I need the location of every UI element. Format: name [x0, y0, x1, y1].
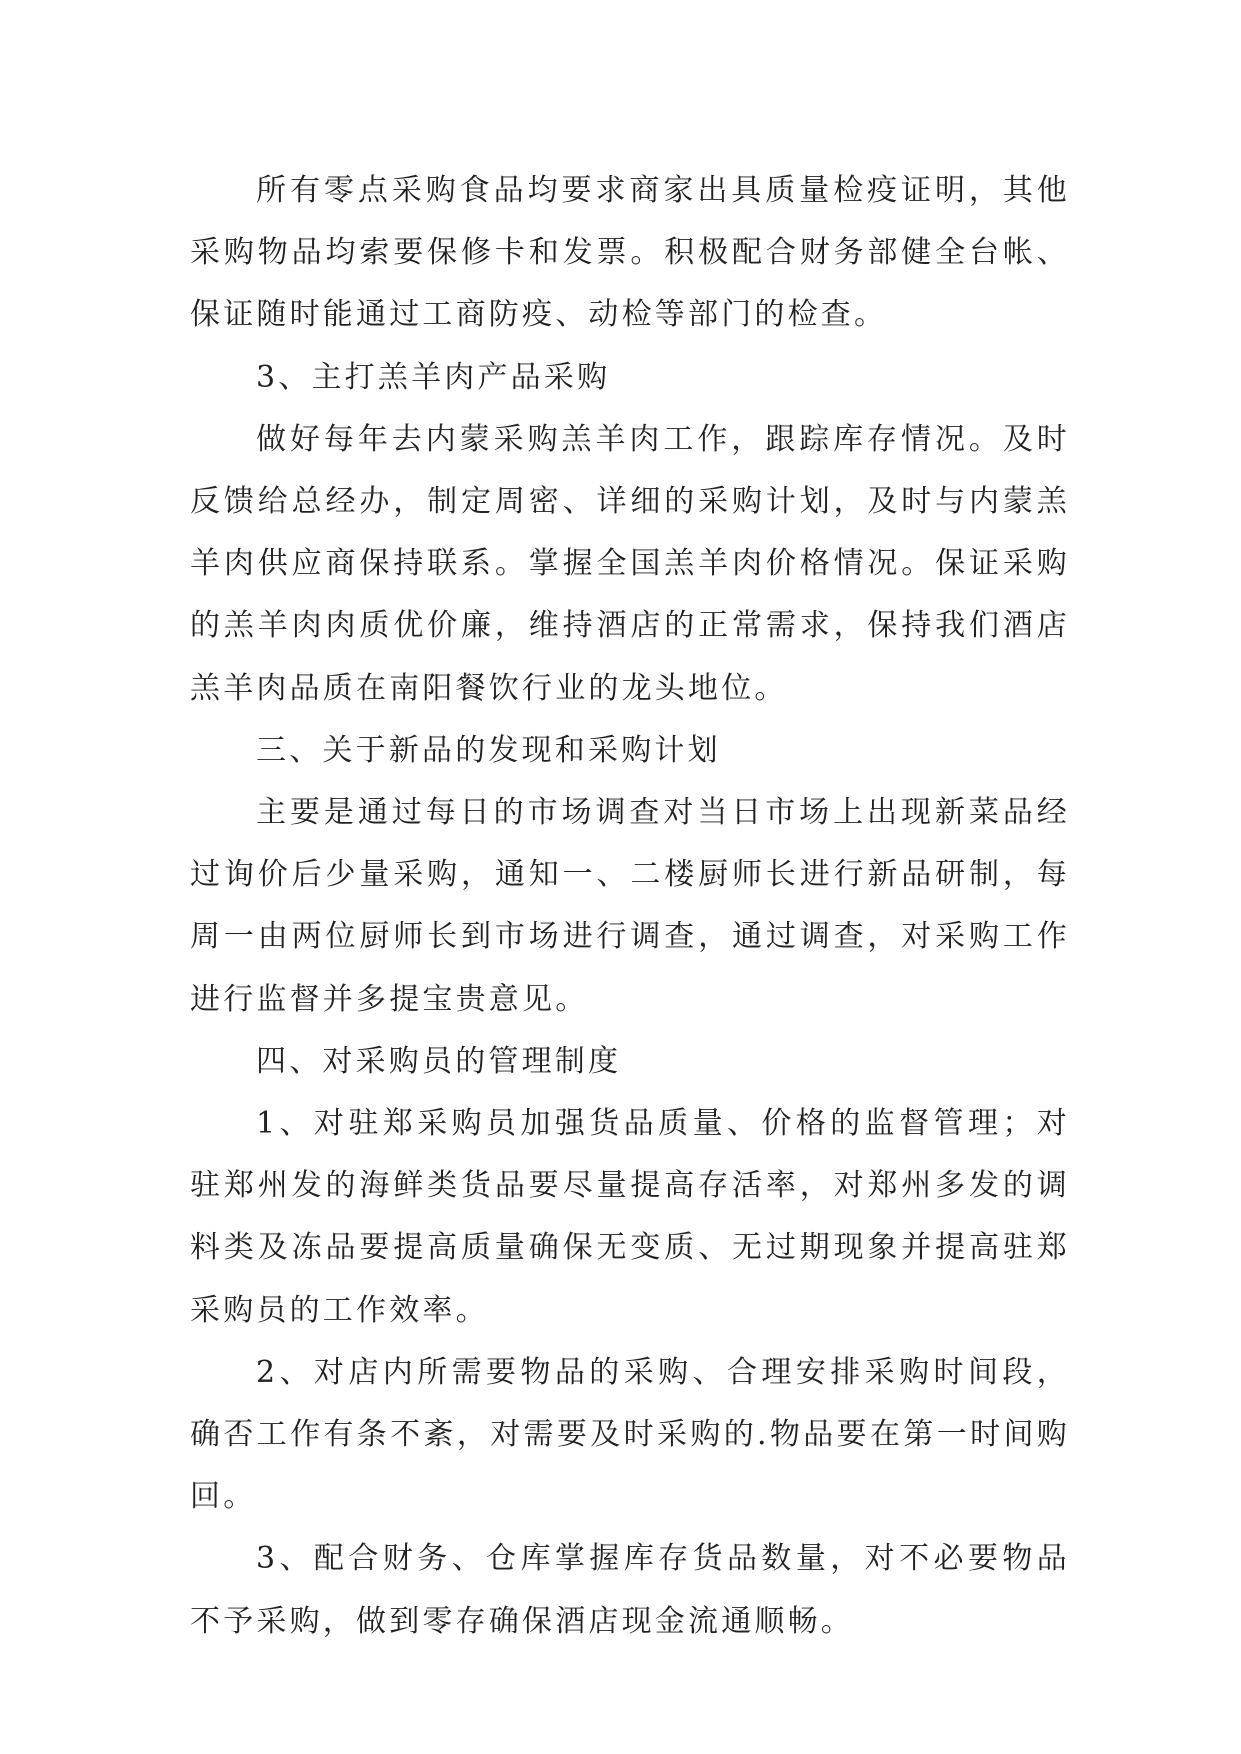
- heading-new-products: 三、关于新品的发现和采购计划: [256, 732, 721, 768]
- paragraph-management-1: 1、对驻郑采购员加强货品质量、价格的监督管理；对驻郑州发的海鲜类货品要尽量提高存活率，对郑州多发的调料类及冻品要提高质量确保无变质、无过期现象并提高驻郑采购员的工作效率。: [190, 1106, 1070, 1328]
- paragraph-lamb-procurement: 做好每年去内蒙采购羔羊肉工作，跟踪库存情况。及时反馈给总经办，制定周密、详细的采购计划，及时与内蒙羔羊肉供应商保持联系。掌握全国羔羊肉价格情况。保证采购的羔羊肉肉质优价廉，维持酒店的正常需求，保持我们酒店羔羊肉品质在南阳餐饮行业的龙头地位。: [190, 421, 1070, 706]
- heading-buyer-management: 四、对采购员的管理制度: [256, 1043, 622, 1079]
- paragraph-management-2: 2、对店内所需要物品的采购、合理安排采购时间段，确否工作有条不紊，对需要及时采购的.物品要在第一时间购回。: [190, 1354, 1070, 1515]
- paragraph-new-products: 主要是通过每日的市场调查对当日市场上出现新菜品经过询价后少量采购，通知一、二楼厨师长进行新品研制，每周一由两位厨师长到市场进行调查，通过调查，对采购工作进行监督并多提宝贵意见。: [190, 795, 1070, 1017]
- heading-lamb-procurement: 3、主打羔羊肉产品采购: [256, 359, 611, 395]
- paragraph-management-3: 3、配合财务、仓库掌握库存货品数量，对不必要物品不予采购，做到零存确保酒店现金流通顺畅。: [190, 1541, 1070, 1639]
- document-body: [190, 160, 1070, 1653]
- paragraph-quality-certificates: 所有零点采购食品均要求商家出具质量检疫证明，其他采购物品均索要保修卡和发票。积极配合财务部健全台帐、保证随时能通过工商防疫、动检等部门的检查。: [190, 173, 1070, 333]
